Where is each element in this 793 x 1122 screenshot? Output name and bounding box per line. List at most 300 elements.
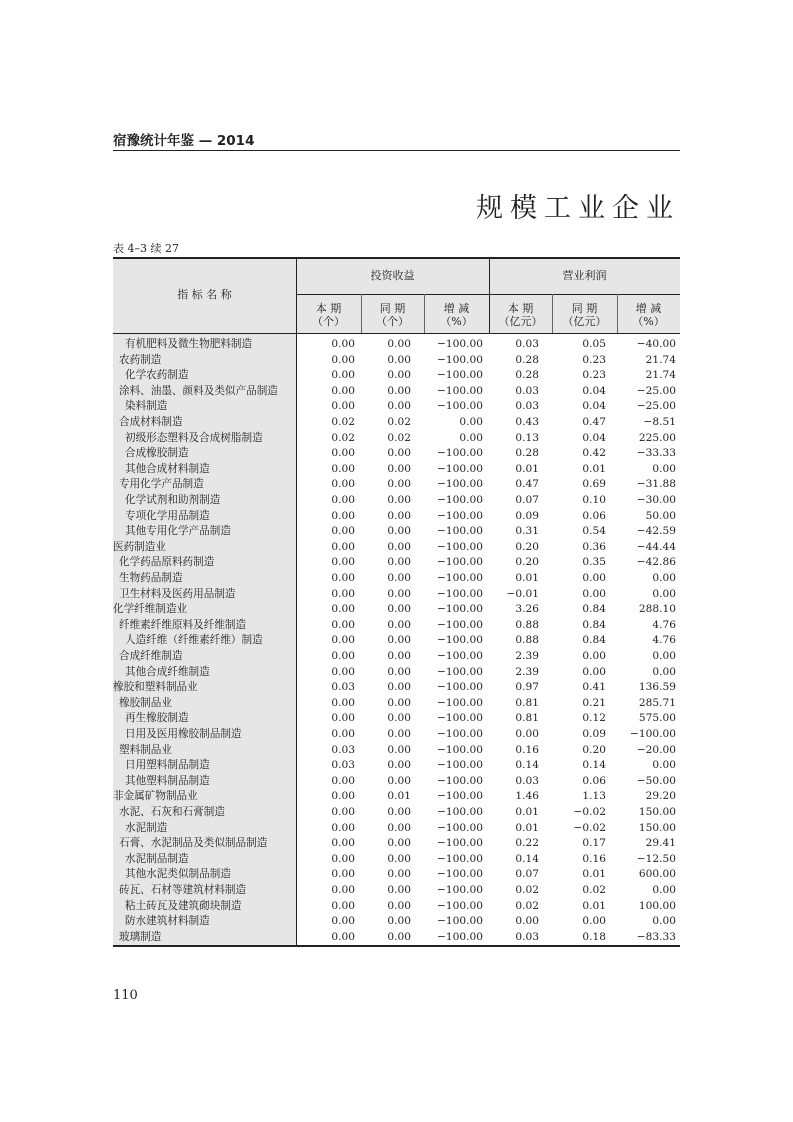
cell-profit-previous: 0.41 (582, 681, 606, 694)
cell-profit-previous: 0.04 (582, 431, 606, 444)
cell-investment-change: 0.00 (459, 416, 483, 428)
cell-investment-previous: 0.00 (387, 369, 411, 382)
row-name: 水泥制品制造 (125, 852, 189, 865)
cell-investment-change: −100.00 (437, 509, 483, 522)
row-name: 人造纤维（纤维素纤维）制造 (125, 634, 263, 647)
cell-investment-change: −100.00 (437, 681, 483, 694)
cell-profit-current: 0.20 (515, 540, 539, 553)
cell-profit-change: −8.51 (643, 416, 676, 428)
cell-investment-current: 0.00 (331, 821, 355, 834)
row-name: 玻璃制造 (119, 930, 162, 943)
cell-profit-previous: 0.42 (582, 447, 606, 460)
cell-profit-previous: 0.00 (582, 665, 606, 678)
cell-investment-current: 0.00 (331, 650, 355, 662)
cell-profit-previous: 0.35 (582, 556, 606, 569)
cell-investment-current: 0.00 (331, 556, 355, 569)
cell-profit-change: −30.00 (636, 494, 676, 506)
row-name: 砖瓦、石材等建筑材料制造 (119, 884, 247, 896)
row-name: 化学农药制造 (125, 369, 189, 382)
cell-investment-change: −100.00 (437, 478, 483, 491)
cell-investment-change: −100.00 (437, 774, 483, 787)
row-name: 化学药品原料药制造 (119, 556, 215, 569)
cell-investment-change: −100.00 (437, 618, 483, 631)
cell-investment-previous: 0.00 (387, 525, 411, 538)
subheader-previous-unit: （亿元） (562, 315, 607, 328)
cell-profit-previous: 0.01 (582, 899, 606, 912)
cell-investment-change: −100.00 (437, 540, 483, 553)
cell-investment-change: −100.00 (437, 743, 483, 756)
cell-investment-previous: 0.00 (387, 868, 411, 881)
cell-profit-change: −83.33 (636, 930, 676, 943)
cell-investment-current: 0.00 (331, 728, 355, 740)
cell-investment-current: 0.00 (331, 634, 355, 647)
cell-investment-current: 0.00 (331, 696, 355, 709)
table-row (113, 399, 680, 415)
cell-profit-change: −33.33 (636, 447, 676, 460)
cell-investment-change: −100.00 (437, 837, 483, 850)
cell-profit-change: −25.00 (636, 400, 676, 413)
table-row (113, 524, 680, 540)
row-name: 日用塑料制品制造 (125, 759, 210, 772)
cell-profit-change: 0.00 (652, 884, 676, 896)
cell-profit-previous: 0.10 (582, 494, 606, 506)
cell-profit-change: −42.86 (636, 556, 676, 569)
cell-profit-current: 0.07 (515, 494, 539, 506)
cell-profit-previous: 0.23 (582, 369, 606, 382)
cell-investment-previous: 0.00 (387, 572, 411, 584)
cell-profit-previous: 0.12 (582, 712, 606, 725)
cell-investment-change: −100.00 (437, 634, 483, 647)
table-row (113, 836, 680, 852)
group-header-investment-income: 投资收益 (370, 269, 415, 282)
cell-investment-current: 0.00 (331, 587, 355, 600)
cell-profit-current: 0.00 (515, 728, 539, 740)
cell-investment-change: −100.00 (437, 572, 483, 584)
cell-profit-previous: 0.21 (582, 696, 606, 709)
cell-investment-current: 0.00 (331, 712, 355, 725)
table-row (113, 618, 680, 634)
cell-profit-current: 0.88 (515, 618, 539, 631)
cell-profit-current: 0.31 (515, 525, 539, 538)
cell-investment-change: −100.00 (437, 400, 483, 413)
cell-profit-previous: 0.01 (582, 868, 606, 881)
cell-profit-change: −42.59 (636, 525, 676, 538)
row-name: 专用化学产品制造 (119, 478, 204, 491)
cell-profit-change: 29.41 (645, 837, 676, 850)
cell-profit-previous: 0.17 (582, 837, 606, 850)
cell-investment-current: 0.00 (331, 806, 355, 818)
cell-profit-previous: 0.06 (582, 774, 606, 787)
cell-investment-current: 0.00 (331, 930, 355, 943)
table-row (113, 789, 680, 805)
cell-investment-change: −100.00 (437, 338, 483, 350)
cell-investment-change: −100.00 (437, 603, 483, 616)
cell-profit-change: 136.59 (638, 681, 676, 694)
cell-profit-change: 575.00 (638, 712, 676, 725)
cell-profit-current: 0.20 (515, 556, 539, 569)
row-name: 其他塑料制品制造 (125, 774, 210, 787)
cell-profit-change: 4.76 (652, 634, 676, 647)
cell-investment-previous: 0.00 (387, 681, 411, 694)
cell-investment-previous: 0.00 (387, 852, 411, 865)
cell-profit-previous: 0.84 (582, 603, 606, 616)
row-name: 水泥制造 (125, 821, 168, 834)
row-name: 水泥、石灰和石膏制造 (119, 806, 225, 818)
table-row (113, 805, 680, 821)
cell-profit-change: 21.74 (645, 353, 676, 366)
cell-investment-current: 0.00 (331, 353, 355, 366)
cell-profit-current: 1.46 (515, 790, 539, 803)
row-name: 涂料、油墨、颜料及类似产品制造 (119, 384, 278, 397)
cell-profit-current: 0.01 (515, 462, 539, 475)
cell-profit-previous: −0.02 (573, 821, 606, 834)
row-name: 化学试剂和助剂制造 (125, 494, 221, 506)
group-header-operating-profit: 营业利润 (562, 269, 607, 282)
table-row (113, 883, 680, 899)
cell-investment-previous: 0.00 (387, 728, 411, 740)
cell-investment-change: −100.00 (437, 806, 483, 818)
table-row (113, 696, 680, 712)
table-row (113, 758, 680, 774)
cell-profit-previous: 0.84 (582, 618, 606, 631)
cell-investment-current: 0.00 (331, 525, 355, 538)
cell-investment-current: 0.00 (331, 618, 355, 631)
cell-investment-previous: 0.00 (387, 494, 411, 506)
cell-profit-previous: 0.01 (582, 462, 606, 475)
cell-investment-current: 0.00 (331, 915, 355, 928)
table-row (113, 571, 680, 587)
cell-profit-change: −25.00 (636, 384, 676, 397)
cell-investment-change: −100.00 (437, 650, 483, 662)
table-row (113, 743, 680, 759)
cell-investment-current: 0.00 (331, 774, 355, 787)
cell-investment-change: −100.00 (437, 712, 483, 725)
cell-profit-current: 0.03 (515, 384, 539, 397)
cell-investment-current: 0.00 (331, 884, 355, 896)
cell-investment-current: 0.00 (331, 665, 355, 678)
row-name: 专项化学用品制造 (125, 509, 210, 522)
row-name: 医药制造业 (113, 540, 166, 553)
row-name: 合成橡胶制造 (125, 447, 189, 460)
cell-investment-previous: 0.00 (387, 837, 411, 850)
page-number: 110 (113, 988, 138, 1003)
cell-profit-current: 0.81 (515, 712, 539, 725)
cell-investment-current: 0.00 (331, 790, 355, 803)
cell-profit-previous: −0.02 (573, 806, 606, 818)
row-name: 其他专用化学产品制造 (125, 525, 231, 538)
cell-investment-change: −100.00 (437, 790, 483, 803)
name-column-header: 指 标 名 称 (177, 288, 232, 301)
cell-profit-current: 0.02 (515, 884, 539, 896)
cell-investment-current: 0.00 (331, 852, 355, 865)
cell-investment-previous: 0.00 (387, 384, 411, 397)
cell-profit-previous: 0.54 (582, 525, 606, 538)
cell-profit-change: −100.00 (630, 728, 676, 740)
cell-profit-current: −0.01 (506, 587, 539, 600)
table-row (113, 633, 680, 649)
table-row (113, 384, 680, 400)
cell-profit-previous: 0.05 (582, 338, 606, 350)
cell-profit-current: 0.03 (515, 338, 539, 350)
cell-investment-change: −100.00 (437, 728, 483, 740)
cell-investment-change: −100.00 (437, 899, 483, 912)
cell-profit-current: 0.43 (515, 416, 539, 428)
cell-investment-previous: 0.00 (387, 618, 411, 631)
header-rule (113, 150, 680, 151)
table-caption: 表 4–3 续 27 (113, 242, 179, 255)
table-row (113, 899, 680, 915)
row-name: 初级形态塑料及合成树脂制造 (125, 431, 263, 444)
cell-investment-current: 0.00 (331, 540, 355, 553)
cell-investment-change: −100.00 (437, 353, 483, 366)
cell-investment-current: 0.03 (331, 743, 355, 756)
cell-investment-change: −100.00 (437, 759, 483, 772)
cell-profit-change: 100.00 (638, 899, 676, 912)
cell-profit-previous: 0.04 (582, 384, 606, 397)
cell-profit-previous: 0.69 (582, 478, 606, 491)
row-name: 橡胶制品业 (119, 696, 172, 709)
cell-investment-previous: 0.00 (387, 478, 411, 491)
cell-profit-change: −44.44 (636, 540, 676, 553)
row-name: 农药制造 (119, 353, 162, 366)
table-row (113, 431, 680, 447)
cell-investment-current: 0.02 (331, 416, 355, 428)
subheader-change-unit: （%） (632, 315, 665, 328)
cell-investment-current: 0.02 (331, 431, 355, 444)
subheader-change-unit: （%） (440, 315, 473, 328)
table-row (113, 867, 680, 883)
cell-investment-current: 0.00 (331, 447, 355, 460)
table-row (113, 852, 680, 868)
cell-investment-previous: 0.00 (387, 556, 411, 569)
table-row (113, 587, 680, 603)
cell-profit-current: 0.81 (515, 696, 539, 709)
cell-investment-change: −100.00 (437, 369, 483, 382)
cell-profit-previous: 0.84 (582, 634, 606, 647)
cell-investment-change: −100.00 (437, 447, 483, 460)
cell-profit-change: 4.76 (652, 618, 676, 631)
cell-profit-change: 285.71 (638, 696, 676, 709)
table-row (113, 711, 680, 727)
table-row (113, 540, 680, 556)
subheader-previous-unit: （个） (376, 315, 409, 328)
cell-profit-current: 0.28 (515, 369, 539, 382)
row-name: 日用及医用橡胶制品制造 (125, 728, 242, 740)
cell-investment-previous: 0.00 (387, 806, 411, 818)
cell-investment-previous: 0.00 (387, 338, 411, 350)
table-row (113, 602, 680, 618)
row-name: 其他合成材料制造 (125, 462, 210, 475)
cell-investment-change: −100.00 (437, 556, 483, 569)
cell-profit-change: 0.00 (652, 759, 676, 772)
cell-profit-change: 21.74 (645, 369, 676, 382)
cell-profit-previous: 0.14 (582, 759, 606, 772)
cell-profit-current: 0.07 (515, 868, 539, 881)
row-name: 防水建筑材料制造 (125, 915, 210, 928)
cell-investment-previous: 0.00 (387, 821, 411, 834)
row-name: 再生橡胶制造 (125, 712, 189, 725)
row-name: 塑料制品业 (119, 743, 172, 756)
cell-profit-current: 0.47 (515, 478, 539, 491)
table-row (113, 462, 680, 478)
cell-profit-change: 150.00 (638, 806, 676, 818)
cell-investment-current: 0.00 (331, 868, 355, 881)
cell-profit-change: 225.00 (638, 431, 676, 444)
cell-profit-current: 0.28 (515, 353, 539, 366)
cell-profit-current: 0.03 (515, 930, 539, 943)
cell-investment-current: 0.00 (331, 899, 355, 912)
cell-investment-change: −100.00 (437, 462, 483, 475)
table-top-rule (113, 257, 680, 259)
table-row (113, 821, 680, 837)
cell-profit-previous: 0.18 (582, 930, 606, 943)
cell-investment-current: 0.00 (331, 837, 355, 850)
row-name: 染料制造 (125, 400, 168, 413)
cell-profit-change: −12.50 (636, 852, 676, 865)
subheader-current: 本 期 (315, 302, 342, 315)
cell-profit-current: 0.97 (515, 681, 539, 694)
cell-profit-previous: 0.00 (582, 650, 606, 662)
row-name: 纤维素纤维原料及纤维制造 (119, 618, 247, 631)
cell-investment-change: −100.00 (437, 587, 483, 600)
cell-investment-change: −100.00 (437, 930, 483, 943)
cell-investment-previous: 0.00 (387, 774, 411, 787)
subheader-previous: 同 期 (571, 302, 598, 315)
cell-profit-change: 150.00 (638, 821, 676, 834)
row-name: 合成纤维制造 (119, 650, 183, 662)
cell-investment-previous: 0.00 (387, 540, 411, 553)
cell-profit-current: 0.13 (515, 431, 539, 444)
cell-profit-change: 0.00 (652, 665, 676, 678)
cell-profit-previous: 0.00 (582, 572, 606, 584)
cell-investment-change: −100.00 (437, 696, 483, 709)
cell-profit-current: 0.00 (515, 915, 539, 928)
cell-profit-change: 0.00 (652, 572, 676, 584)
row-name: 卫生材料及医药用品制造 (119, 587, 236, 600)
subheader-current-unit: （亿元） (498, 315, 543, 328)
cell-profit-current: 0.01 (515, 806, 539, 818)
row-name: 其他合成纤维制造 (125, 665, 210, 678)
cell-profit-change: −50.00 (636, 774, 676, 787)
cell-profit-previous: 0.06 (582, 509, 606, 522)
data-table (113, 257, 680, 947)
subheader-change: 增 减 (443, 302, 470, 315)
cell-investment-current: 0.00 (331, 494, 355, 506)
cell-profit-current: 0.02 (515, 899, 539, 912)
cell-investment-current: 0.00 (331, 338, 355, 350)
table-row (113, 774, 680, 790)
running-header: 宿豫统计年鉴 — 2014 (113, 133, 255, 149)
row-name: 粘土砖瓦及建筑砌块制造 (125, 899, 242, 912)
cell-investment-previous: 0.02 (387, 416, 411, 428)
cell-investment-previous: 0.00 (387, 462, 411, 475)
cell-profit-change: 0.00 (652, 587, 676, 600)
cell-profit-current: 3.26 (515, 603, 539, 616)
cell-investment-current: 0.00 (331, 572, 355, 584)
cell-profit-current: 0.16 (515, 743, 539, 756)
cell-profit-current: 0.22 (515, 837, 539, 850)
cell-investment-current: 0.00 (331, 384, 355, 397)
cell-profit-current: 2.39 (515, 665, 539, 678)
cell-investment-current: 0.00 (331, 369, 355, 382)
table-row (113, 665, 680, 681)
cell-investment-previous: 0.00 (387, 587, 411, 600)
cell-investment-previous: 0.00 (387, 353, 411, 366)
cell-investment-previous: 0.00 (387, 712, 411, 725)
row-name: 有机肥料及微生物肥料制造 (125, 338, 253, 350)
cell-profit-change: −31.88 (636, 478, 676, 491)
cell-investment-current: 0.03 (331, 681, 355, 694)
cell-profit-current: 0.09 (515, 509, 539, 522)
cell-profit-current: 0.88 (515, 634, 539, 647)
row-name: 其他水泥类似制品制造 (125, 868, 231, 881)
cell-investment-change: −100.00 (437, 884, 483, 896)
subheader-previous: 同 期 (379, 302, 406, 315)
cell-investment-current: 0.03 (331, 759, 355, 772)
cell-investment-previous: 0.00 (387, 899, 411, 912)
table-row (113, 415, 680, 431)
cell-investment-previous: 0.00 (387, 884, 411, 896)
cell-investment-previous: 0.00 (387, 930, 411, 943)
table-row (113, 680, 680, 696)
cell-profit-change: 600.00 (638, 868, 676, 881)
cell-profit-change: 0.00 (652, 462, 676, 475)
cell-profit-change: 0.00 (652, 915, 676, 928)
cell-profit-current: 0.14 (515, 759, 539, 772)
cell-investment-previous: 0.00 (387, 509, 411, 522)
cell-profit-previous: 0.36 (582, 540, 606, 553)
table-row (113, 727, 680, 743)
cell-investment-previous: 0.00 (387, 759, 411, 772)
cell-investment-previous: 0.00 (387, 915, 411, 928)
row-name: 非金属矿物制品业 (113, 790, 198, 803)
cell-investment-change: −100.00 (437, 915, 483, 928)
cell-investment-previous: 0.00 (387, 743, 411, 756)
cell-investment-previous: 0.00 (387, 650, 411, 662)
cell-profit-change: 288.10 (638, 603, 676, 616)
cell-profit-previous: 0.00 (582, 915, 606, 928)
chapter-title: 规模工业企业 (476, 193, 680, 224)
cell-investment-change: −100.00 (437, 852, 483, 865)
cell-investment-previous: 0.00 (387, 634, 411, 647)
cell-profit-previous: 0.47 (582, 416, 606, 428)
cell-investment-previous: 0.00 (387, 400, 411, 413)
cell-investment-change: −100.00 (437, 665, 483, 678)
cell-investment-current: 0.00 (331, 478, 355, 491)
row-name: 化学纤维制造业 (113, 603, 188, 616)
cell-profit-current: 0.28 (515, 447, 539, 460)
cell-investment-previous: 0.01 (387, 790, 411, 803)
cell-profit-previous: 0.09 (582, 728, 606, 740)
cell-profit-previous: 0.04 (582, 400, 606, 413)
cell-profit-current: 0.01 (515, 572, 539, 584)
cell-profit-previous: 0.20 (582, 743, 606, 756)
cell-profit-current: 0.03 (515, 774, 539, 787)
cell-investment-current: 0.00 (331, 509, 355, 522)
row-name: 生物药品制造 (119, 572, 183, 584)
cell-profit-previous: 0.16 (582, 852, 606, 865)
cell-investment-change: −100.00 (437, 525, 483, 538)
table-row (113, 477, 680, 493)
cell-profit-current: 0.14 (515, 852, 539, 865)
table-row (113, 337, 680, 353)
cell-profit-previous: 0.00 (582, 587, 606, 600)
cell-investment-previous: 0.00 (387, 603, 411, 616)
cell-investment-previous: 0.00 (387, 665, 411, 678)
cell-investment-change: −100.00 (437, 494, 483, 506)
row-name: 石膏、水泥制品及类似制品制造 (119, 837, 268, 850)
table-row (113, 555, 680, 571)
